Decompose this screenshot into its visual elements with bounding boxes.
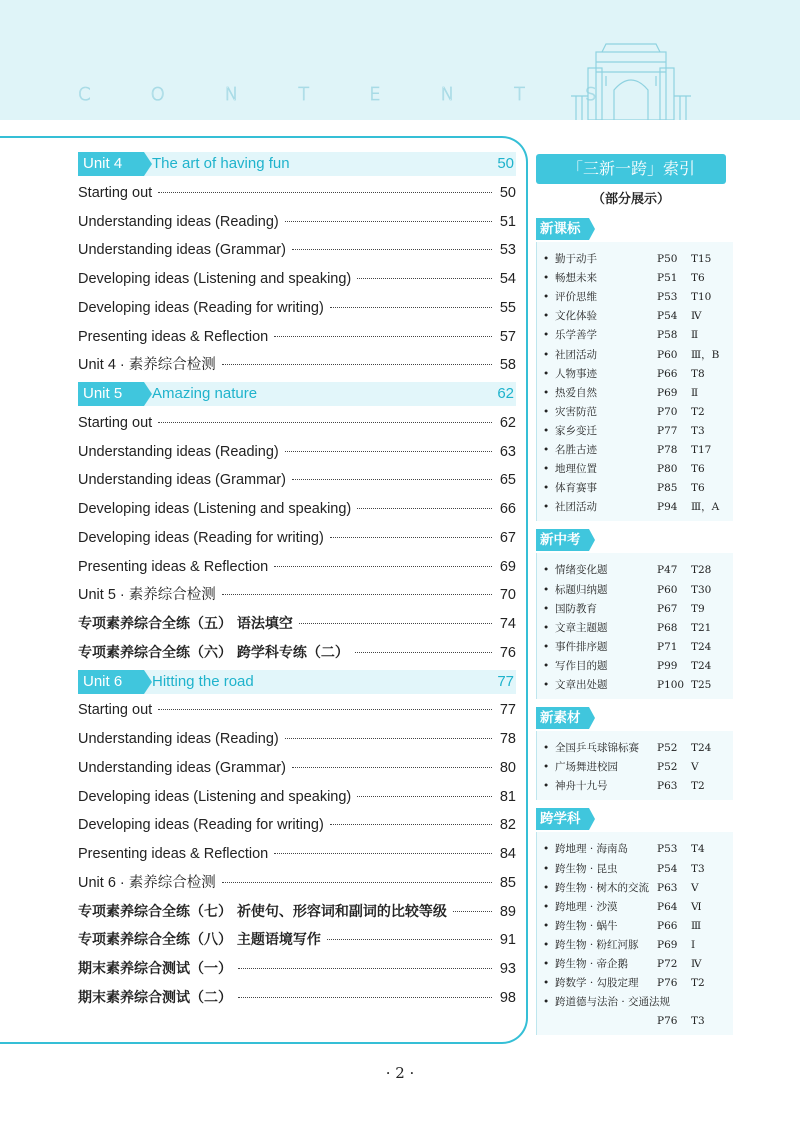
index-item-question: Ⅱ <box>691 386 699 399</box>
index-item-question: Ⅲ，A <box>691 501 720 514</box>
index-item-page: P80 <box>657 463 678 476</box>
index-item-page: P63 <box>657 780 678 793</box>
toc-entry[interactable] <box>78 786 516 808</box>
index-item-name: 事件排序题 <box>555 640 608 653</box>
toc-entry-page: 85 <box>499 874 516 891</box>
index-title: 「三新一跨」索引 <box>536 154 726 184</box>
bullet-icon: • <box>543 564 550 577</box>
toc-entry-page: 69 <box>499 558 516 575</box>
index-item-question: Ⅴ <box>691 761 699 774</box>
index-item[interactable] <box>543 777 729 795</box>
toc-entry-label: Understanding ideas (Grammar) <box>78 472 286 489</box>
bullet-icon: • <box>543 501 550 514</box>
index-item[interactable] <box>543 758 729 776</box>
toc-entry-page: 82 <box>499 817 516 834</box>
bullet-icon: • <box>543 329 550 342</box>
bullet-icon: • <box>543 761 550 774</box>
bullet-icon: • <box>543 253 550 265</box>
bullet-icon: • <box>543 272 550 285</box>
index-item[interactable] <box>543 860 729 878</box>
toc-entry-page: 98 <box>499 989 516 1006</box>
index-item-name: 标题归纳题 <box>555 583 608 596</box>
index-item-name: 家乡变迁 <box>555 424 597 437</box>
index-item-page: P54 <box>657 862 678 875</box>
toc-entry-label: 专项素养综合全练（五） 语法填空 <box>78 616 293 632</box>
index-item-page: P66 <box>657 367 678 380</box>
bullet-icon: • <box>543 424 550 437</box>
index-item[interactable] <box>543 739 729 757</box>
index-item[interactable] <box>543 250 729 268</box>
index-item-question: T2 <box>691 780 705 793</box>
toc-entry-label: Developing ideas (Reading for writing) <box>78 817 324 834</box>
index-item-name: 文化体验 <box>555 310 597 323</box>
index-item-page: P76 <box>657 977 678 990</box>
toc-entry[interactable] <box>78 268 516 290</box>
index-item[interactable] <box>543 498 729 516</box>
leader-dots <box>285 451 492 452</box>
toc-entry-page: 53 <box>499 242 516 259</box>
toc-entry-page: 58 <box>499 357 516 374</box>
index-item[interactable] <box>543 365 729 383</box>
unit-tag: Unit 6 <box>78 670 144 694</box>
page-number: · 2 · <box>385 1064 415 1082</box>
index-item-question: Ⅰ <box>691 938 696 951</box>
index-item-name: 勤于动手 <box>555 253 597 265</box>
index-item[interactable] <box>543 993 729 1011</box>
index-item-question: Ⅳ <box>691 958 702 970</box>
index-item-page: P51 <box>657 272 678 285</box>
bullet-icon: • <box>543 977 550 990</box>
index-item-page: P94 <box>657 501 678 514</box>
index-item-name: 乐学善学 <box>555 329 597 342</box>
index-item[interactable] <box>543 917 729 935</box>
index-item-name: 全国乒乓球锦标赛 <box>555 742 639 755</box>
index-item[interactable] <box>543 422 729 440</box>
index-item-name: 跨地理 · 沙漠 <box>555 900 618 913</box>
bullet-icon: • <box>543 679 550 691</box>
leader-dots <box>453 911 492 912</box>
index-item-name: 评价思维 <box>555 291 597 304</box>
toc-entry[interactable] <box>78 239 516 261</box>
toc-entry-label: Starting out <box>78 184 153 201</box>
bullet-icon: • <box>543 659 550 672</box>
index-item[interactable] <box>543 1012 729 1030</box>
index-item-question: Ⅱ <box>691 329 699 342</box>
unit-title: The art of having fun <box>152 155 290 172</box>
index-item-name: 社团活动 <box>555 348 597 361</box>
index-item-question: T10 <box>691 291 712 304</box>
index-item-question: T24 <box>691 742 712 755</box>
toc-entry-label: Presenting ideas & Reflection <box>78 558 269 575</box>
index-item-page: P50 <box>657 253 678 265</box>
index-item[interactable] <box>543 269 729 287</box>
toc-entry[interactable] <box>78 872 516 894</box>
index-category-tag: 新素材 <box>536 707 589 729</box>
unit-page-number: 50 <box>497 155 514 172</box>
leader-dots <box>238 997 492 998</box>
toc-entry[interactable] <box>78 412 516 434</box>
index-item[interactable] <box>543 936 729 954</box>
toc-entry-page: 89 <box>499 903 516 920</box>
toc-entry[interactable] <box>78 297 516 319</box>
unit-header[interactable] <box>78 382 516 406</box>
toc-entry-label: Developing ideas (Listening and speaking) <box>78 271 352 287</box>
index-item-name: 神舟十九号 <box>555 780 608 793</box>
toc-entry-page: 81 <box>499 788 516 805</box>
index-item-name: 跨地理 · 海南岛 <box>555 843 629 856</box>
index-item[interactable] <box>543 441 729 459</box>
bullet-icon: • <box>543 367 550 380</box>
leader-dots <box>292 249 492 250</box>
leader-dots <box>285 221 492 222</box>
toc-entry[interactable] <box>78 699 516 721</box>
bullet-icon: • <box>543 583 550 596</box>
index-item-page: P71 <box>657 640 678 653</box>
index-item[interactable] <box>543 840 729 858</box>
toc-entry[interactable] <box>78 469 516 491</box>
unit-page-number: 62 <box>497 385 514 402</box>
toc-entry-page: 54 <box>499 271 516 287</box>
index-item-page: P85 <box>657 482 678 495</box>
unit-tag: Unit 4 <box>78 152 144 176</box>
bullet-icon: • <box>543 291 550 304</box>
index-item-page: P54 <box>657 310 678 323</box>
unit-header[interactable] <box>78 670 516 694</box>
index-item[interactable] <box>543 638 729 656</box>
index-item-question: T4 <box>691 843 705 856</box>
bullet-icon: • <box>543 463 550 476</box>
index-item-name: 跨道德与法治 · 交通法规 <box>555 996 671 1009</box>
leader-dots <box>330 537 492 538</box>
unit-title: Amazing nature <box>152 385 258 402</box>
toc-entry-page: 84 <box>499 846 516 862</box>
toc-entry-label: Understanding ideas (Reading) <box>78 731 279 747</box>
index-item-name: 跨数学 · 勾股定理 <box>555 977 639 990</box>
leader-dots <box>238 968 492 969</box>
leader-dots <box>330 824 492 825</box>
index-item-name: 社团活动 <box>555 501 597 514</box>
contents-heading: CONTENTS <box>78 84 657 105</box>
index-item-question: T6 <box>691 463 705 476</box>
toc-entry[interactable] <box>78 441 516 463</box>
index-item-name: 地理位置 <box>555 463 597 476</box>
index-item-page: P66 <box>657 919 678 932</box>
index-item-page: P100 <box>657 679 685 691</box>
index-item-page: P69 <box>657 938 678 951</box>
index-item-name: 国防教育 <box>555 602 597 615</box>
index-item-name: 跨生物 · 昆虫 <box>555 862 618 875</box>
toc-entry-page: 70 <box>499 587 516 604</box>
index-item[interactable] <box>543 676 729 694</box>
index-item-page: P47 <box>657 564 678 577</box>
index-item-question: T9 <box>691 602 705 615</box>
index-item-question: T25 <box>691 679 712 691</box>
toc-entry[interactable] <box>78 814 516 836</box>
leader-dots <box>222 364 492 365</box>
toc-entry[interactable] <box>78 728 516 750</box>
index-item-question: T24 <box>691 659 712 672</box>
index-item-page: P53 <box>657 843 678 856</box>
index-item[interactable] <box>543 288 729 306</box>
index-item-question: Ⅲ，B <box>691 348 720 361</box>
bullet-icon: • <box>543 938 550 951</box>
toc-entry-label: Presenting ideas & Reflection <box>78 328 269 345</box>
toc-entry-page: 80 <box>499 759 516 776</box>
index-item-question: T3 <box>691 424 705 437</box>
toc-entry-page: 76 <box>499 644 516 661</box>
toc-entry[interactable] <box>78 929 516 951</box>
bullet-icon: • <box>543 862 550 875</box>
unit-title: Hitting the road <box>152 672 254 690</box>
toc-entry-label: 专项素养综合全练（八） 主题语境写作 <box>78 932 321 949</box>
index-item-name: 跨生物 · 蜗牛 <box>555 919 618 932</box>
bullet-icon: • <box>543 881 550 894</box>
bullet-icon: • <box>543 843 550 856</box>
index-item-name: 跨生物 · 粉红河豚 <box>555 938 639 951</box>
index-item[interactable] <box>543 403 729 421</box>
toc-entry-label: 期末素养综合测试（一） <box>78 961 232 977</box>
index-item-name: 人物事迹 <box>555 367 597 380</box>
index-item-page: P63 <box>657 881 678 894</box>
index-item[interactable] <box>543 384 729 402</box>
leader-dots <box>357 508 492 509</box>
bullet-icon: • <box>543 996 550 1009</box>
index-item[interactable] <box>543 581 729 599</box>
toc-entry-label: Developing ideas (Listening and speaking) <box>78 788 352 805</box>
leader-dots <box>285 738 492 739</box>
index-item-name: 写作目的题 <box>555 659 608 672</box>
toc-entry-label: Understanding ideas (Reading) <box>78 443 279 460</box>
leader-dots <box>222 882 492 883</box>
index-item[interactable] <box>543 898 729 916</box>
index-item-page: P60 <box>657 348 678 361</box>
toc-entry-page: 62 <box>499 414 516 431</box>
index-item-question: Ⅴ <box>691 881 699 894</box>
leader-dots <box>158 709 492 710</box>
unit-tag: Unit 5 <box>78 382 144 406</box>
toc-entry[interactable] <box>78 584 516 606</box>
bullet-icon: • <box>543 900 550 913</box>
index-item-name: 畅想未来 <box>555 272 597 285</box>
toc-entry-label: Presenting ideas & Reflection <box>78 846 269 862</box>
index-item-name: 情绪变化题 <box>555 564 608 577</box>
index-item-question: T15 <box>691 253 712 265</box>
leader-dots <box>158 422 492 423</box>
bullet-icon: • <box>543 310 550 323</box>
toc-entry[interactable] <box>78 757 516 779</box>
toc-entry-page: 67 <box>499 529 516 546</box>
index-item-question: T21 <box>691 621 712 634</box>
index-item[interactable] <box>543 657 729 675</box>
index-item-question: T3 <box>691 1015 705 1028</box>
index-item-question: T17 <box>691 444 712 456</box>
index-item-question: T28 <box>691 564 712 577</box>
index-category-tag: 跨学科 <box>536 808 589 830</box>
index-item-question: T6 <box>691 272 705 285</box>
index-category-tag: 新课标 <box>536 218 589 240</box>
leader-dots <box>330 307 492 308</box>
index-item-name: 体育赛事 <box>555 482 597 495</box>
bullet-icon: • <box>543 780 550 793</box>
toc-entry-label: 期末素养综合测试（二） <box>78 989 232 1006</box>
index-item-question: T2 <box>691 977 705 990</box>
toc-entry-label: Understanding ideas (Grammar) <box>78 242 286 259</box>
index-item-page: P99 <box>657 659 678 672</box>
leader-dots <box>355 652 492 653</box>
index-item-page: P52 <box>657 742 678 755</box>
index-item[interactable] <box>543 346 729 364</box>
toc-entry[interactable] <box>78 527 516 549</box>
index-item-page: P67 <box>657 602 678 615</box>
bullet-icon: • <box>543 602 550 615</box>
index-item[interactable] <box>543 561 729 579</box>
bullet-icon: • <box>543 386 550 399</box>
index-category-tag: 新中考 <box>536 529 589 551</box>
toc-entry[interactable] <box>78 182 516 204</box>
index-item-question: T8 <box>691 367 705 380</box>
leader-dots <box>292 767 492 768</box>
toc-entry-label: Starting out <box>78 702 153 719</box>
toc-entry-label: Developing ideas (Listening and speaking) <box>78 501 352 517</box>
leader-dots <box>357 278 492 279</box>
index-item-name: 文章主题题 <box>555 621 608 634</box>
index-subtitle: （部分展示） <box>591 192 670 207</box>
bullet-icon: • <box>543 621 550 634</box>
index-item-name: 跨生物 · 树木的交流 <box>555 881 650 894</box>
unit-page-number: 77 <box>497 672 514 690</box>
index-item-question: T2 <box>691 405 705 418</box>
toc-entry-label: 专项素养综合全练（七） 祈使句、形容词和副词的比较等级 <box>78 903 447 920</box>
toc-entry-label: Understanding ideas (Reading) <box>78 213 279 230</box>
toc-entry[interactable] <box>78 901 516 923</box>
bullet-icon: • <box>543 919 550 932</box>
toc-entry-label: Understanding ideas (Grammar) <box>78 759 286 776</box>
toc-entry-page: 78 <box>499 731 516 747</box>
leader-dots <box>299 623 492 624</box>
index-item-page: P69 <box>657 386 678 399</box>
toc-entry[interactable] <box>78 326 516 348</box>
index-item-question: T30 <box>691 583 712 596</box>
index-item-name: 灾害防范 <box>555 405 597 418</box>
index-item[interactable] <box>543 479 729 497</box>
toc-entry-label: Unit 5 · 素养综合检测 <box>78 587 216 604</box>
bullet-icon: • <box>543 405 550 418</box>
index-item-name: 文章出处题 <box>555 679 608 691</box>
leader-dots <box>274 853 492 854</box>
toc-entry-page: 55 <box>499 299 516 316</box>
index-item-name: 名胜古迹 <box>555 444 597 456</box>
index-item-page: P53 <box>657 291 678 304</box>
index-item-question: T3 <box>691 862 705 875</box>
toc-entry-page: 65 <box>499 472 516 489</box>
index-item-page: P60 <box>657 583 678 596</box>
bullet-icon: • <box>543 958 550 970</box>
leader-dots <box>327 939 492 940</box>
index-item-name: 广场舞进校园 <box>555 761 618 774</box>
toc-entry[interactable] <box>78 613 516 635</box>
index-item-page: P72 <box>657 958 678 970</box>
leader-dots <box>158 192 492 193</box>
toc-entry-page: 74 <box>499 616 516 632</box>
index-item-question: Ⅵ <box>691 900 702 913</box>
toc-entry[interactable] <box>78 211 516 233</box>
index-item-page: P70 <box>657 405 678 418</box>
leader-dots <box>274 336 492 337</box>
toc-entry[interactable] <box>78 958 516 980</box>
bullet-icon: • <box>543 444 550 456</box>
building-illustration-icon <box>566 38 696 120</box>
toc-entry-page: 91 <box>499 932 516 949</box>
index-item-page: P68 <box>657 621 678 634</box>
toc-entry-label: Unit 4 · 素养综合检测 <box>78 357 216 374</box>
toc-entry-page: 57 <box>499 328 516 345</box>
index-item-page: P52 <box>657 761 678 774</box>
index-item-question: T6 <box>691 482 705 495</box>
bullet-icon: • <box>543 640 550 653</box>
bullet-icon: • <box>543 482 550 495</box>
toc-entry-page: 63 <box>499 443 516 460</box>
toc-entry-page: 77 <box>499 702 516 719</box>
index-item[interactable] <box>543 307 729 325</box>
toc-entry[interactable] <box>78 642 516 664</box>
index-item-question: Ⅳ <box>691 310 702 323</box>
index-item-question: T24 <box>691 640 712 653</box>
toc-entry[interactable] <box>78 354 516 376</box>
toc-entry-label: Unit 6 · 素养综合检测 <box>78 874 216 891</box>
toc-entry-label: Starting out <box>78 414 153 431</box>
toc-entry-page: 93 <box>499 961 516 977</box>
index-item-name: 热爱自然 <box>555 386 597 399</box>
toc-entry[interactable] <box>78 987 516 1009</box>
index-item[interactable] <box>543 326 729 344</box>
bullet-icon: • <box>543 742 550 755</box>
index-item-page: P58 <box>657 329 678 342</box>
index-item-page: P78 <box>657 444 678 456</box>
bullet-icon: • <box>543 348 550 361</box>
toc-entry-label: Developing ideas (Reading for writing) <box>78 529 324 546</box>
toc-entry[interactable] <box>78 498 516 520</box>
index-item-name: 跨生物 · 帝企鹅 <box>555 958 629 970</box>
unit-header[interactable] <box>78 152 516 176</box>
index-item[interactable] <box>543 600 729 618</box>
toc-entry-label: Developing ideas (Reading for writing) <box>78 299 324 316</box>
index-item-page: P64 <box>657 900 678 913</box>
index-item[interactable] <box>543 955 729 973</box>
index-item[interactable] <box>543 460 729 478</box>
index-item[interactable] <box>543 974 729 992</box>
leader-dots <box>292 479 492 480</box>
leader-dots <box>274 566 492 567</box>
index-item[interactable] <box>543 879 729 897</box>
index-item-page: P77 <box>657 424 678 437</box>
index-item-page: P76 <box>657 1015 678 1028</box>
toc-entry-page: 51 <box>499 213 516 230</box>
index-item-question: Ⅲ <box>691 919 702 932</box>
toc-entry-page: 50 <box>499 184 516 201</box>
toc-entry[interactable] <box>78 843 516 865</box>
toc-entry-label: 专项素养综合全练（六） 跨学科专练（二） <box>78 644 349 661</box>
leader-dots <box>357 796 492 797</box>
toc-entry-page: 66 <box>499 501 516 517</box>
toc-entry[interactable] <box>78 556 516 578</box>
leader-dots <box>222 594 492 595</box>
index-item[interactable] <box>543 619 729 637</box>
